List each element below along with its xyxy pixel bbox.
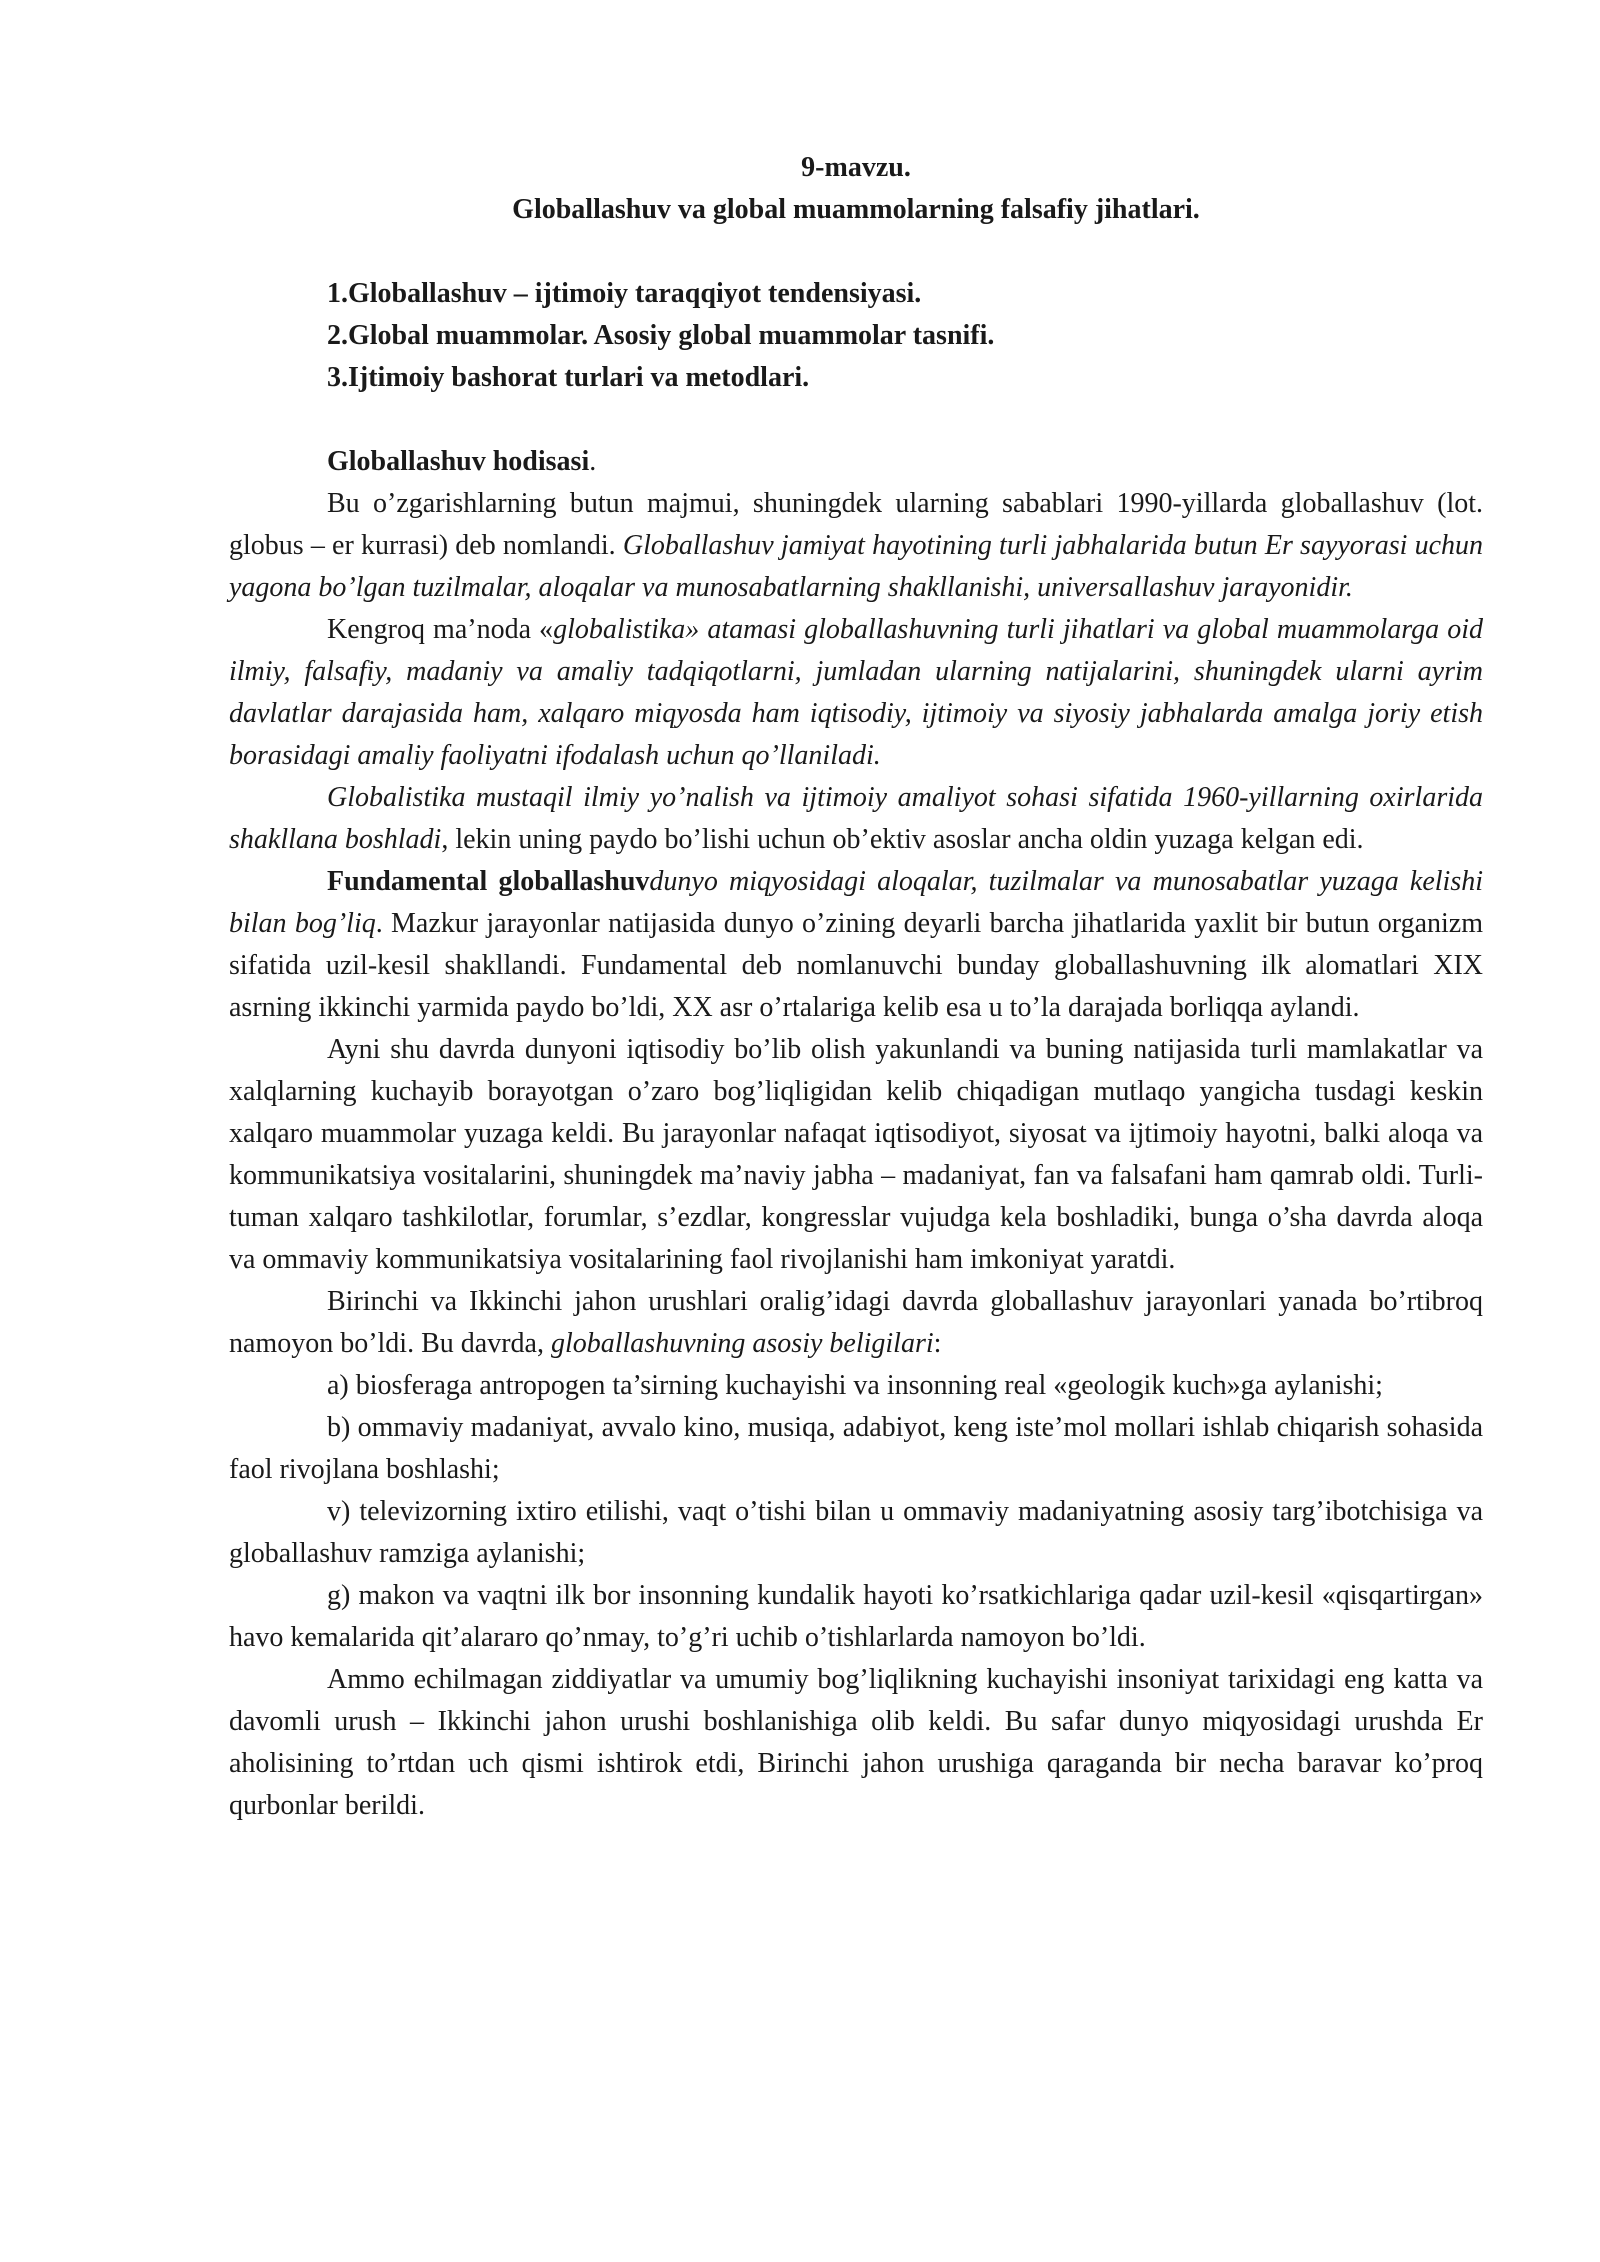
list-item: v) televizorning ixtiro etilishi, vaqt o’tishi bilan u ommaviy madaniyatning asosiy targ’ibotchisiga va globallashuv ramziga aylanishi; — [229, 1496, 1483, 1569]
paragraph — [229, 861, 1483, 1029]
paragraph — [229, 609, 1483, 777]
list-item: g) makon va vaqtni ilk bor insonning kundalik hayoti ko’rsatkichlariga qadar uzil-kesil «qisqartirgan» havo kemalarida qit’alararo qo’nmay, to’g’ri uchib o’tishlarlarda namoyon bo’ldi. — [229, 1580, 1483, 1653]
paragraph — [229, 1281, 1483, 1365]
page-title: Globallashuv va global muammolarning falsafiy jihatlari. — [512, 194, 1200, 225]
topic-number: 9-mavzu. — [801, 152, 911, 183]
paragraph-italic-text: globallashuvning asosiy beligilari — [550, 1328, 934, 1359]
paragraph — [229, 483, 1483, 609]
paragraph-text: , lekin uning paydo bo’lishi uchun ob’ektiv asoslar ancha oldin yuzaga kelgan edi. — [441, 824, 1364, 855]
paragraph: Ammo echilmagan ziddiyatlar va umumiy bog’liqlikning kuchayishi insoniyat tarixidagi eng katta va davomli urush – Ikkinchi jahon urushi boshlanishiga olib keldi. Bu safar dunyo miqyosidagi urushda Er aholisining to’rtdan uch qismi ishtirok etdi, Birinchi jahon urushiga qaraganda bir necha baravar ko’proq qurbonlar berildi. — [229, 1664, 1483, 1821]
topic-outline — [229, 273, 1483, 399]
paragraph-italic-text: globalistika» atamasi globallashuvning turli jihatlari va global muammolarga oid ilmiy, falsafiy, madaniy va amaliy tadqiqotlarni, jumladan ularning natijalarini, shuningdek ularni ayrim davlatlar darajasida ham, xalqaro miqyosda ham iqtisodiy, ijtimoiy va siyosiy jabhalarda amalga joriy etish borasidagi amaliy faoliyatni ifodalash uchun qo’llaniladi. — [229, 614, 1483, 771]
list-item: a) biosferaga antropogen ta’sirning kuchayishi va insonning real «geologik kuch»ga aylanishi; — [327, 1370, 1383, 1401]
paragraph-italic-text: dunyo miqyosidagi aloqalar, tuzilmalar va munosabatlar yuzaga kelishi bilan bog’liq — [229, 866, 1483, 939]
section-heading-text: Globallashuv hodisasi — [327, 446, 590, 477]
paragraph-text: . Mazkur jarayonlar natijasida dunyo o’zining deyarli barcha jihatlarida yaxlit bir butun organizm sifatida uzil-kesil shakllandi. Fundamental deb nomlanuvchi bunday globallashuvning ilk alomatlari XIX asrning ikkinchi yarmida paydo bo’ldi, XX asr o’rtalariga kelib esa u to’la darajada borliqqa aylandi. — [229, 908, 1483, 1023]
outline-item: 2.Global muammolar. Asosiy global muammolar tasnifi. — [327, 320, 995, 351]
outline-item: 3.Ijtimoiy bashorat turlari va metodlari. — [327, 362, 810, 393]
paragraph-text: : — [933, 1328, 942, 1359]
section-heading-period: . — [589, 446, 597, 477]
outline-item: 1.Globallashuv – ijtimoiy taraqqiyot tendensiyasi. — [327, 278, 922, 309]
paragraph-italic-text: Globalistika mustaqil ilmiy yo’nalish va ijtimoiy amaliyot sohasi sifatida 1960-yillarning oxirlarida shakllana boshladi — [229, 782, 1483, 855]
section-heading — [229, 441, 1483, 483]
document-body — [229, 147, 1483, 1827]
paragraph-text: Birinchi va Ikkinchi jahon urushlari oralig’idagi davrda globallashuv jarayonlari yanada bo’rtibroq namoyon bo’ldi. Bu davrda, — [229, 1286, 1483, 1359]
paragraph-text: Kengroq ma’noda « — [327, 614, 554, 645]
paragraph: Ayni shu davrda dunyoni iqtisodiy bo’lib olish yakunlandi va buning natijasida turli mamlakatlar va xalqlarning kuchayib borayotgan o’zaro bog’liqligidan kelib chiqadigan mutlaqo yangicha tusdagi keskin xalqaro muammolar yuzaga keldi. Bu jarayonlar nafaqat iqtisodiyot, siyosat va ijtimoiy hayotni, balki aloqa va kommunikatsiya vositalarini, shuningdek ma’naviy jabha – madaniyat, fan va falsafani ham qamrab oldi. Turli-tuman xalqaro tashkilotlar, forumlar, s’ezdlar, kongresslar vujudga kela boshladiki, bunga o’sha davrda aloqa va ommaviy kommunikatsiya vositalarining faol rivojlanishi ham imkoniyat yaratdi. — [229, 1034, 1483, 1275]
paragraph-text: Bu o’zgarishlarning butun majmui, shuningdek ularning sabablari 1990-yillarda globallashuv (lot. globus – er kurrasi) deb nomlandi. — [229, 488, 1483, 561]
paragraph-italic-text: Globallashuv jamiyat hayotining turli jabhalarida butun Er sayyorasi uchun yagona bo’lgan tuzilmalar, aloqalar va munosabatlarning shakllanishi, universallashuv jarayonidir. — [229, 530, 1483, 603]
list-item: b) ommaviy madaniyat, avvalo kino, musiqa, adabiyot, keng iste’mol mollari ishlab chiqarish sohasida faol rivojlana boshlashi; — [229, 1412, 1483, 1485]
paragraph-bold-term: Fundamental globallashuv — [327, 866, 650, 897]
paragraph — [229, 777, 1483, 861]
